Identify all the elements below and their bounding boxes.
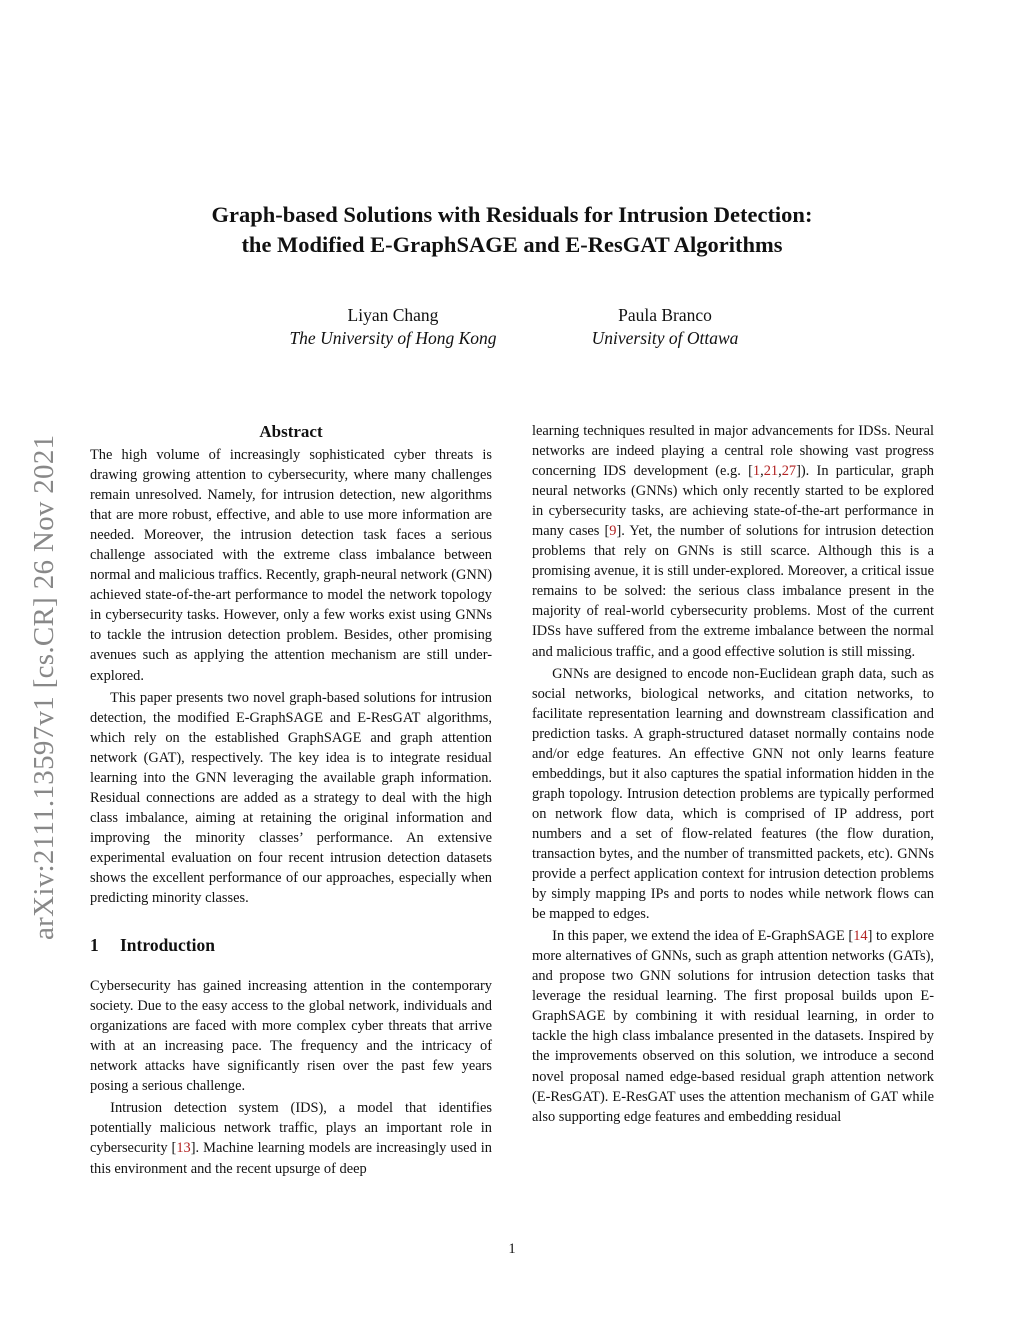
abstract-paragraph-1: The high volume of increasingly sophisticated cyber threats is drawing growing attention to cybersecurity, where many challenges remain unresolved. Namely, for intrusion detection, new algorithms that are more robust, effective, and able to use more information are needed. Moreover, the intrusion detection task faces a serious challenge associated with the extreme class imbalance between normal and malicious traffics. Recently, graph-neural network (GNN) achieved state-of-the-art performance to model the network topology in cybersecurity tasks. However, only a few works exist using GNNs to tackle the intrusion detection problem. Besides, other promising avenues such as applying the attention mechanism are still under-explored. bbox=[90, 447, 493, 684]
author-block-2 bbox=[555, 304, 775, 350]
section-number: 1 bbox=[90, 935, 99, 956]
citation-link[interactable]: 9 bbox=[609, 523, 617, 540]
section-heading-introduction bbox=[90, 934, 492, 956]
page-number: 1 bbox=[508, 1241, 516, 1257]
author-block-1 bbox=[257, 304, 529, 350]
citation-link[interactable]: 21 bbox=[763, 463, 779, 480]
abstract-heading: Abstract bbox=[259, 422, 323, 441]
citation-link[interactable]: 27 bbox=[781, 463, 797, 480]
left-column bbox=[90, 421, 492, 1179]
intro-paragraph-2: Intrusion detection system (IDS), a model that identifies potentially malicious network traffic, plays an important role in cybersecurity [13]. Machine learning models are increasingly used in this environment and the recent upsurge of deep bbox=[90, 1100, 493, 1177]
title-line-2: the Modified E-GraphSAGE and E-ResGAT Algorithms bbox=[241, 232, 783, 257]
paper-title bbox=[0, 200, 1024, 260]
right-paragraph-2: GNNs are designed to encode non-Euclidean graph data, such as social networks, biological networks, and citation networks, to facilitate representation learning and downstream classification and prediction tasks. A graph-structured dataset normally contains node and/or edge features. An effective GNN not only learns feature embeddings, but it also captures the spatial information hidden in the graph topology. Intrusion detection problems are typically performed on network flow data, which is comprised of IP address, port numbers and a set of flow-related features (the flow duration, transaction bytes, and the number of transmitted packets, etc). GNNs provide a perfect application context for intrusion detection problems by simply mapping IPs and ports to nodes while network flows can be mapped to edges. bbox=[532, 665, 934, 923]
intro-paragraph-1: Cybersecurity has gained increasing attention in the contemporary society. Due to the easy access to the global network, individuals and organizations are faced with more complex cyber threats that arrive with at an increasing pace. The frequency and the intricacy of network attacks have significantly risen over the past few years posing a serious challenge. bbox=[90, 978, 492, 1095]
citation-link[interactable]: 13 bbox=[176, 1140, 191, 1157]
section-title: Introduction bbox=[120, 935, 215, 956]
author-affiliation: University of Ottawa bbox=[591, 328, 739, 348]
citation-link[interactable]: 1 bbox=[752, 463, 761, 480]
citation-link[interactable]: 14 bbox=[853, 928, 868, 945]
abstract-paragraph-2: This paper presents two novel graph-based solutions for intrusion detection, the modified E-GraphSAGE and E-ResGAT algorithms, which rely on the established GraphSAGE and graph attention network (GAT), respectively. The key idea is to integrate residual learning into the GNN leveraging the available graph information. Residual connections are added as a strategy to deal with the high class imbalance, aiming at retaining the original information and improving the minority classes’ performance. An extensive experimental evaluation on four recent intrusion detection datasets shows the excellent performance of our approaches, especially when predicting minority classes. bbox=[90, 689, 492, 907]
right-paragraph-3: In this paper, we extend the idea of E-GraphSAGE [14] to explore more alternatives of GNNs, such as graph attention networks (GATs), and propose two GNN solutions for intrusion detection tasks that leverage the residual learning. The first proposal builds upon E-GraphSAGE by combining it with residual learning, in order to tackle the high class imbalance presented in the datasets. Inspired by the improvements observed on this solution, we introduce a second novel proposal named edge-based residual graph attention network (E-ResGAT). E-ResGAT uses the attention mechanism of GAT while also supporting edge features and embedding residual bbox=[532, 928, 934, 1125]
author-affiliation: The University of Hong Kong bbox=[289, 328, 497, 348]
right-column bbox=[532, 421, 934, 1127]
arxiv-stamp: arXiv:2111.13597v1 [cs.CR] 26 Nov 2021 bbox=[28, 434, 60, 940]
author-name: Paula Branco bbox=[618, 305, 712, 325]
right-paragraph-1: learning techniques resulted in major advancements for IDSs. Neural networks are indeed playing a central role showing vast progress concerning IDS development (e.g. [1,21,27]). In particular, graph neural networks (GNNs) which only recently started to be explored in cybersecurity tasks, are achieving state-of-the-art performance in many cases [9]. Yet, the number of solutions for intrusion detection problems that rely on GNNs is still scarce. Although this is a promising avenue, it is still under-explored. Moreover, a critical issue remains to be solved: the serious class imbalance present in the majority of real-world cybersecurity problems. Most of the current IDSs have suffered from the extreme imbalance between the normal and malicious traffic, and a good effective solution is still missing. bbox=[532, 423, 934, 660]
author-name: Liyan Chang bbox=[347, 305, 439, 325]
title-line-1: Graph-based Solutions with Residuals for Intrusion Detection: bbox=[211, 202, 813, 227]
